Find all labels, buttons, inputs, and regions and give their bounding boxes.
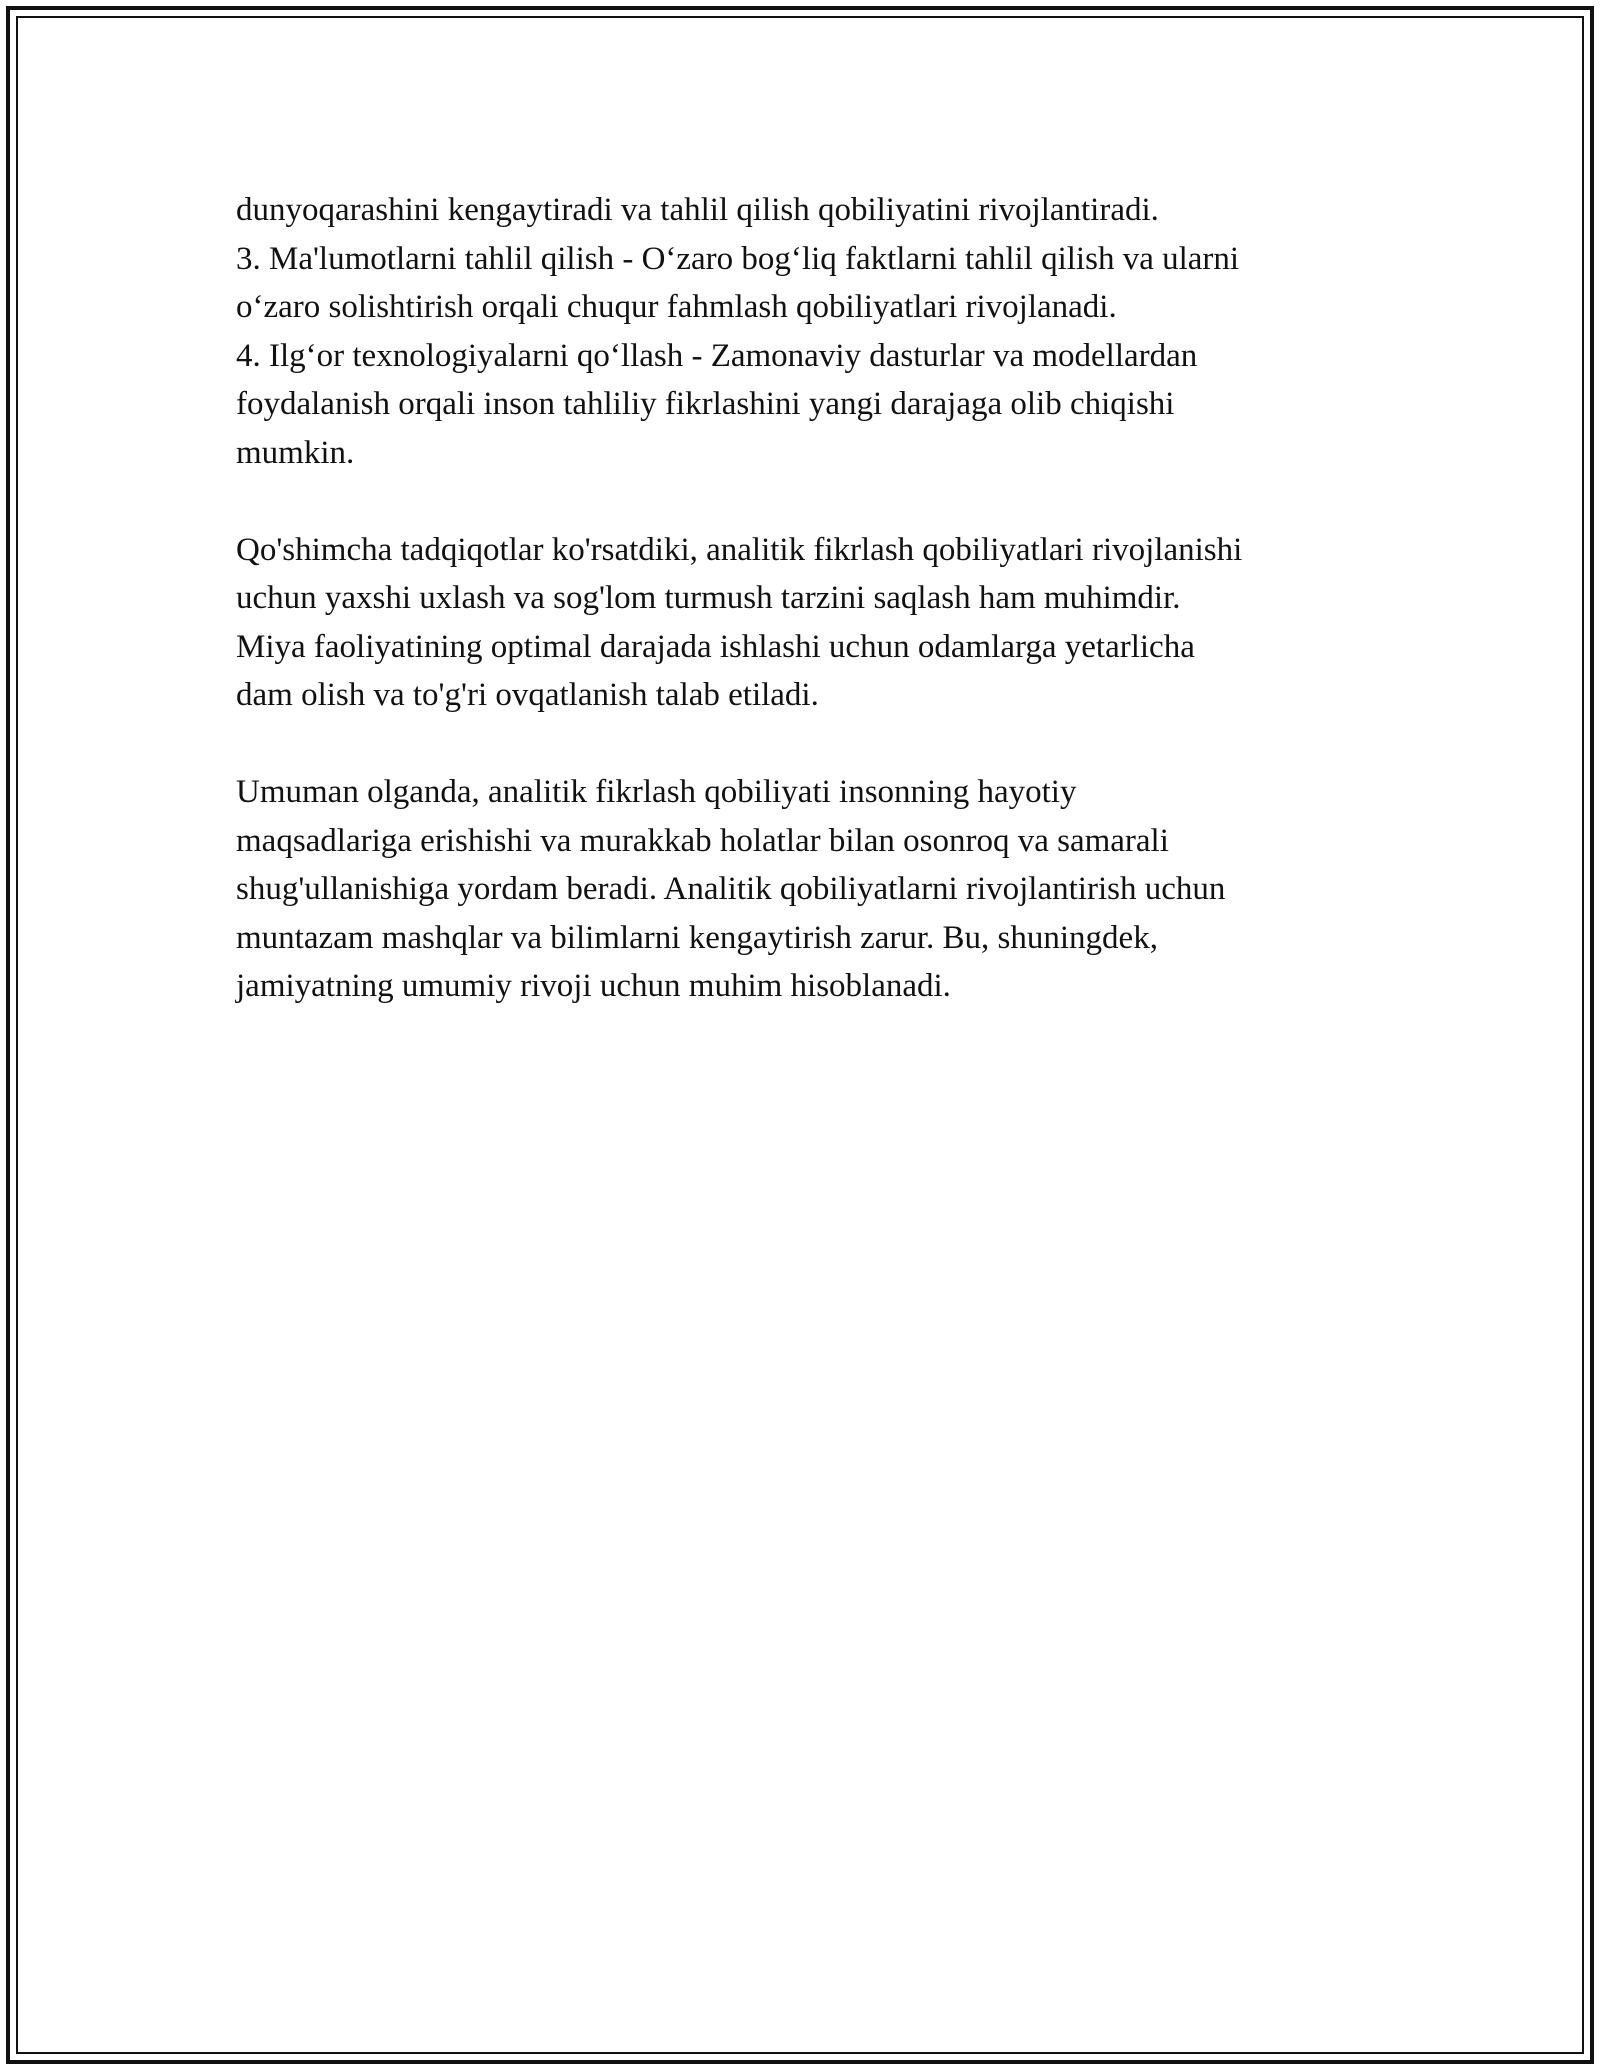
list-item-4-line: mumkin. <box>236 434 355 471</box>
text-line: dam olish va to'g'ri ovqatlanish talab etiladi. <box>236 677 819 713</box>
text-line: Umuman olganda, analitik fikrlash qobiliyati insonning hayotiy <box>236 774 1077 810</box>
text-line: uchun yaxshi uxlash va sog'lom turmush tarzini saqlash ham muhimdir. <box>236 580 1181 616</box>
paragraph-conclusion <box>236 768 1366 1011</box>
list-item-3-line: 3. Ma'lumotlarni tahlil qilish - O‘zaro bog‘liq faktlarni tahlil qilish va ularni <box>236 240 1240 277</box>
list-item-4-line: 4. Ilg‘or texnologiyalarni qo‘llash - Zamonaviy dasturlar va modellardan <box>236 337 1198 374</box>
text-line: dunyoqarashini kengaytiradi va tahlil qilish qobiliyatini rivojlantiradi. <box>236 192 1159 228</box>
text-line: jamiyatning umumiy rivoji uchun muhim hisoblanadi. <box>236 968 951 1004</box>
text-block-1 <box>236 186 1366 477</box>
paragraph-additional-research <box>236 526 1366 720</box>
document-body <box>236 186 1366 1011</box>
text-line: maqsadlariga erishishi va murakkab holatlar bilan osonroq va samarali <box>236 822 1169 859</box>
paragraph-gap <box>236 720 1366 769</box>
text-line: Miya faoliyatining optimal darajada ishlashi uchun odamlarga yetarlicha <box>236 628 1195 665</box>
text-line: Qo'shimcha tadqiqotlar ko'rsatdiki, analitik fikrlash qobiliyatlari rivojlanishi <box>236 531 1243 568</box>
paragraph-gap <box>236 477 1366 526</box>
list-item-4-line: foydalanish orqali inson tahliliy fikrlashini yangi darajaga olib chiqishi <box>236 386 1175 422</box>
text-line: shug'ullanishiga yordam beradi. Analitik qobiliyatlarni rivojlantirish uchun <box>236 871 1226 907</box>
list-item-3-line: o‘zaro solishtirish orqali chuqur fahmlash qobiliyatlari rivojlanadi. <box>236 289 1117 325</box>
text-line: muntazam mashqlar va bilimlarni kengaytirish zarur. Bu, shuningdek, <box>236 919 1158 956</box>
